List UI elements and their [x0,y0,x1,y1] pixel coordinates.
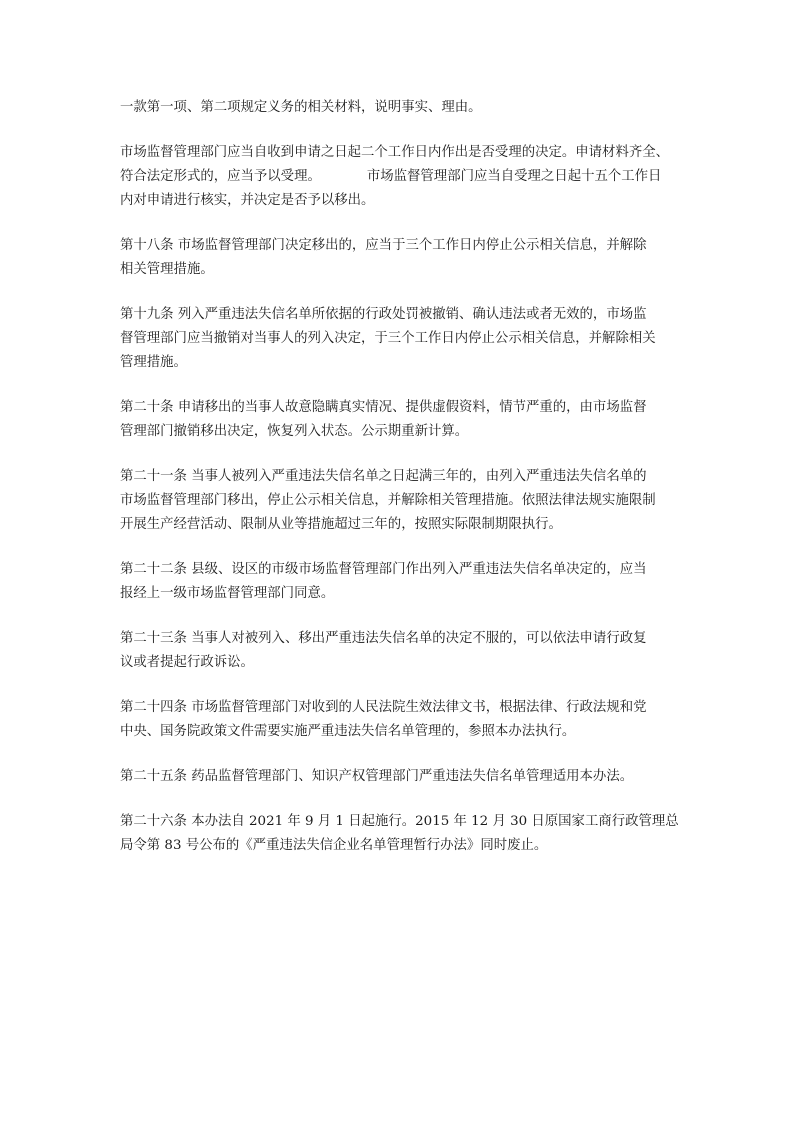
text-line: 第十九条 列入严重违法失信名单所依据的行政处罚被撤销、确认违法或者无效的，市场监 [120,307,647,322]
text-segment: 符合法定形式的，应当予以受理。 [120,169,321,184]
document-page [120,96,680,879]
text-line: 议或者提起行政诉讼。 [120,655,254,670]
article-22 [120,558,680,606]
article-24 [120,696,680,744]
text-line: 中央、国务院政策文件需要实施严重违法失信名单管理的，参照本办法执行。 [120,724,576,739]
article-21 [120,465,680,537]
article-26 [120,810,680,858]
text-line: 内对申请进行核实，并决定是否予以移出。 [120,193,375,208]
text-line: 第二十二条 县级、设区的市级市场监督管理部门作出列入严重违法失信名单决定的，应当 [120,562,647,577]
text-line: 管理部门撤销移出决定，恢复列入状态。公示期重新计算。 [120,424,469,439]
text-line: 第二十四条 市场监督管理部门对收到的人民法院生效法律文书，根据法律、行政法规和党 [120,700,647,715]
text-line: 开展生产经营活动、限制从业等措施超过三年的，按照实际限制期限执行。 [120,517,562,532]
text-line: 报经上一级市场监督管理部门同意。 [120,586,335,601]
text-segment-tail: 市场监督管理部门应当自受理之日起十五个工作日 [366,169,662,184]
paragraph-2 [120,141,680,213]
text-line: 第二十六条 本办法自 2021 年 9 月 1 日起施行。2015 年 12 月 30 日原国家工商行政管理总 [120,814,679,829]
text-line: 第十八条 市场监督管理部门决定移出的，应当于三个工作日内停止公示相关信息，并解除 [120,238,647,253]
text-line: 局令第 83 号公布的《严重违法失信企业名单管理暂行办法》同时废止。 [120,838,548,853]
text-line: 市场监督管理部门移出，停止公示相关信息，并解除相关管理措施。依照法律法规实施限制 [120,493,656,508]
text-line: 督管理部门应当撤销对当事人的列入决定，于三个工作日内停止公示相关信息，并解除相关 [120,331,656,346]
text-line: 相关管理措施。 [120,262,214,277]
text-line: 市场监督管理部门应当自收到申请之日起二个工作日内作出是否受理的决定。申请材料齐全、 [120,145,670,160]
paragraph-1 [120,96,680,120]
text-line: 第二十五条 药品监督管理部门、知识产权管理部门严重违法失信名单管理适用本办法。 [120,769,634,784]
text-line: 第二十条 申请移出的当事人故意隐瞒真实情况、提供虚假资料，情节严重的，由市场监督 [120,400,647,415]
text-line: 管理措施。 [120,355,187,370]
article-18 [120,234,680,282]
text-line: 第二十三条 当事人对被列入、移出严重违法失信名单的决定不服的，可以依法申请行政复 [120,631,647,646]
article-25 [120,765,680,789]
text-line-with-tail [120,165,680,189]
article-23 [120,627,680,675]
article-19 [120,303,680,375]
text-line: 第二十一条 当事人被列入严重违法失信名单之日起满三年的，由列入严重违法失信名单的 [120,469,647,484]
text-line: 一款第一项、第二项规定义务的相关材料，说明事实、理由。 [120,100,482,115]
article-20 [120,396,680,444]
